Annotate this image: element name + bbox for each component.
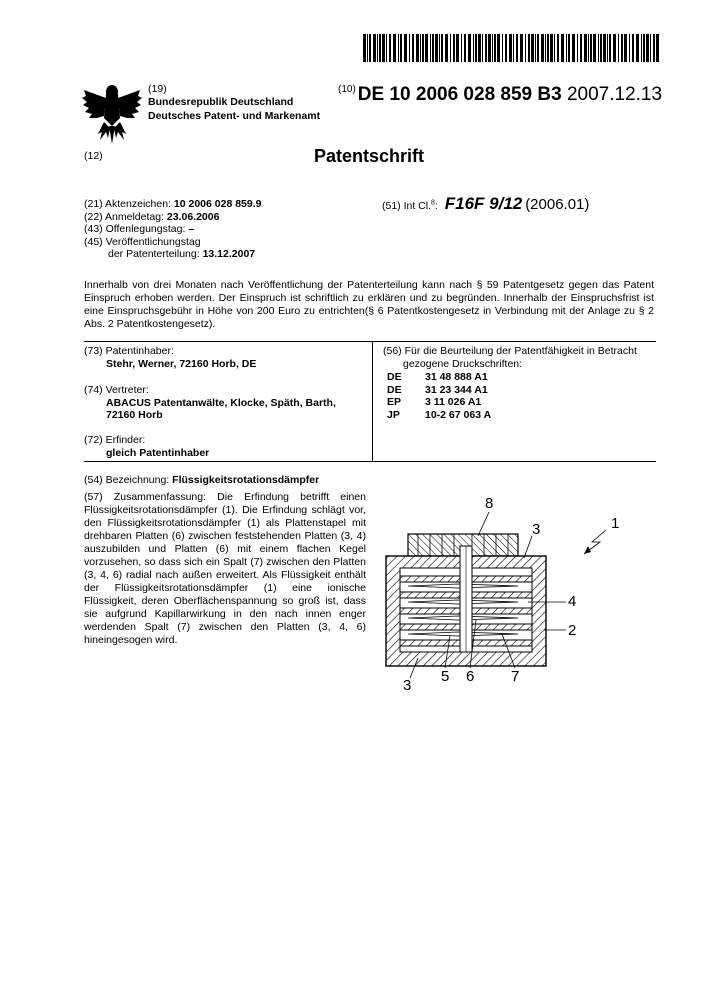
citation-row: [387, 371, 491, 384]
patent-drawing: [378, 490, 648, 720]
barcode-bar: [584, 34, 587, 62]
barcode-bar: [656, 34, 659, 62]
barcode-bar: [557, 34, 559, 62]
barcode-bar: [456, 34, 459, 62]
title-line: [84, 474, 319, 486]
citation-country: EP: [387, 396, 402, 408]
barcode-bar: [363, 34, 366, 62]
aktenzeichen-label: (21) Aktenzeichen:: [84, 198, 171, 210]
barcode-bar: [566, 34, 567, 62]
barcode-bar: [430, 34, 431, 62]
column-divider: [372, 342, 373, 461]
aktenzeichen-value: 10 2006 028 859.9: [173, 198, 262, 210]
barcode-bar: [373, 34, 376, 62]
barcode-bar: [535, 34, 536, 62]
citations-label: [383, 345, 637, 370]
inid-12: (12): [84, 150, 103, 162]
ipc-label: (51) Int Cl.: [382, 200, 432, 212]
barcode-bar: [420, 34, 421, 62]
barcode-bar: [572, 34, 575, 62]
barcode-bar: [545, 34, 546, 62]
barcode-bar: [525, 34, 526, 62]
barcode-bar: [478, 34, 481, 62]
ipc-classification: [382, 194, 589, 214]
citation-number: 31 48 888 A1: [425, 371, 488, 383]
inhaber-block: [84, 345, 256, 370]
barcode-bar: [632, 34, 634, 62]
barcode-bar: [568, 34, 570, 62]
barcode-bar: [541, 34, 544, 62]
barcode-bar: [416, 34, 419, 62]
bibliographic-data: [84, 198, 261, 261]
ref-label-1: 1: [611, 515, 620, 532]
citation-row: [387, 384, 491, 397]
barcode-bar: [425, 34, 428, 62]
barcode-bar: [367, 34, 368, 62]
barcode-bar: [550, 34, 553, 62]
barcode-bar: [554, 34, 555, 62]
ref-label-5: 5: [441, 668, 450, 685]
barcode-bar: [629, 34, 630, 62]
inhaber-value: Stehr, Werner, 72160 Horb, DE: [106, 357, 257, 370]
citation-number: 10-2 67 063 A: [425, 408, 492, 421]
barcode-bar: [588, 34, 589, 62]
barcode-bar: [450, 34, 451, 62]
barcode-bar: [636, 34, 639, 62]
citation-row: [387, 409, 491, 422]
barcode-bar: [468, 34, 471, 62]
barcode-bar: [561, 34, 564, 62]
barcode-bar: [497, 34, 500, 62]
barcode-bar: [547, 34, 549, 62]
barcode-bar: [621, 34, 623, 62]
citation-row: [387, 396, 491, 409]
barcode-bar: [509, 34, 512, 62]
citations-label-line2: gezogene Druckschriften:: [403, 357, 523, 370]
barcode-bar: [609, 34, 611, 62]
vertreter-label: (74) Vertreter:: [84, 384, 149, 396]
barcode-bar: [404, 34, 407, 62]
offenlegungstag-value: –: [188, 223, 195, 235]
erfinder-label: (72) Erfinder:: [84, 434, 146, 446]
title-text: Flüssigkeitsrotationsdämpfer: [172, 474, 320, 486]
vertreter-block: [84, 384, 336, 422]
barcode-bar: [461, 34, 462, 62]
barcode-bar: [653, 34, 655, 62]
barcode-bar: [600, 34, 602, 62]
ref-label-8: 8: [485, 495, 494, 512]
erfinder-block: [84, 434, 209, 459]
vertreter-line1: ABACUS Patentanwälte, Klocke, Späth, Barth,: [106, 396, 336, 409]
ipc-colon: :: [434, 200, 438, 212]
barcode-bar: [389, 34, 391, 62]
barcode-bar: [482, 34, 483, 62]
ipc-superscript: 8: [431, 199, 435, 207]
inhaber-label: (73) Patentinhaber:: [84, 345, 174, 357]
barcode-bar: [398, 34, 399, 62]
ref-label-6: 6: [466, 668, 475, 685]
ipc-class: F16F 9/12: [444, 194, 523, 213]
barcode-bar: [502, 34, 503, 62]
barcode-bar: [409, 34, 410, 62]
barcode-bar: [492, 34, 493, 62]
barcode-bar: [618, 34, 619, 62]
ref-label-7: 7: [511, 668, 520, 685]
barcode-bar: [577, 34, 578, 62]
ref-label-4: 4: [568, 593, 577, 610]
barcode-bar: [473, 34, 474, 62]
ref-label-2: 2: [568, 622, 577, 639]
barcode-bar: [613, 34, 616, 62]
abstract: (57) Zusammenfassung: Die Erfindung betrifft einen Flüssigkeitsrotationsdämpfer (1). Die Erfindung schlägt vor, den Flüssigkeitsrotationsdämpfer (1) als Plattenstapel mit drehbaren Platten (6) zwischen feststehenden Platten (3, 4) auszubilden und Platten (6) mit einem flachen Kegel vorzusehen, so dass sich ein Spalt (7) zwischen den Platten (3, 4, 6) radial nach außen erweitert. Als Flüssigkeit enthält der Flüssigkeitsrotationsdämpfer (1) eine ionische Flüssigkeit, deren Oberflächenspannung so groß ist, dass sie aufgrund Kapillarwirkung in den nach innen enger werdenden Spalt (7) zwischen den Platten (3, 4, 6) hineingesogen wird.: [84, 491, 366, 646]
barcode-bar: [590, 34, 592, 62]
ref-label-3-top: 3: [532, 521, 541, 538]
title-label: (54) Bezeichnung:: [84, 474, 170, 486]
document-type: Patentschrift: [314, 146, 425, 166]
barcode-bar: [453, 34, 455, 62]
citation-country: DE: [387, 371, 402, 383]
barcode-bar: [422, 34, 424, 62]
barcode-bar: [412, 34, 414, 62]
barcode-bar: [537, 34, 539, 62]
country-name: Bundesrepublik Deutschland: [148, 96, 294, 108]
barcode: [363, 34, 659, 62]
barcode-bar: [494, 34, 496, 62]
citation-number: 31 23 344 A1: [425, 383, 488, 396]
patenterteilung-value: 13.12.2007: [202, 248, 256, 260]
barcode-bar: [382, 34, 385, 62]
barcode-bar: [475, 34, 477, 62]
barcode-bar: [516, 34, 518, 62]
barcode-bar: [650, 34, 651, 62]
barcode-bar: [377, 34, 378, 62]
citation-country: JP: [387, 408, 400, 421]
citations-list: [387, 371, 491, 421]
anmeldetag-value: 23.06.2006: [166, 210, 220, 223]
barcode-bar: [393, 34, 396, 62]
publication-number: DE 10 2006 028 859 B3: [357, 84, 562, 105]
citations-label-line1: (56) Für die Beurteilung der Patentfähigkeit in Betracht: [383, 345, 637, 357]
barcode-bar: [400, 34, 402, 62]
anmeldetag-label: (22) Anmeldetag:: [84, 210, 164, 223]
citation-country: DE: [387, 383, 402, 396]
barcode-bar: [485, 34, 487, 62]
barcode-bar: [643, 34, 645, 62]
publication-number-line: [338, 84, 662, 106]
barcode-bar: [641, 34, 642, 62]
barcode-bar: [593, 34, 596, 62]
barcode-bar: [598, 34, 599, 62]
citation-number: 3 11 026 A1: [425, 396, 482, 408]
barcode-bar: [386, 34, 387, 62]
barcode-bar: [464, 34, 466, 62]
patenterteilung-label: der Patenterteilung:: [108, 248, 200, 260]
vertreter-line2: 72160 Horb: [106, 409, 163, 421]
barcode-bar: [603, 34, 606, 62]
barcode-bar: [607, 34, 608, 62]
barcode-bar: [488, 34, 491, 62]
barcode-bar: [369, 34, 371, 62]
barcode-bar: [520, 34, 523, 62]
barcode-bar: [505, 34, 507, 62]
ref-label-3-bottom: 3: [403, 677, 412, 694]
barcode-bar: [531, 34, 534, 62]
barcode-bar: [379, 34, 381, 62]
barcode-bar: [435, 34, 438, 62]
erfinder-value: gleich Patentinhaber: [106, 446, 210, 459]
barcode-bar: [580, 34, 582, 62]
offenlegungstag-label: (43) Offenlegungstag:: [84, 223, 186, 235]
opposition-notice: Innerhalb von drei Monaten nach Veröffentlichung der Patenterteilung kann nach § 59 Patentgesetz gegen das Patent Einspruch erhoben werden. Der Einspruch ist schriftlich zu erklären und zu begründen. Innerhalb der Einspruchsfrist ist eine Einspruchsgebühr in Höhe von 200 Euro zu entrichten(§ 6 Patentkostengesetz in Verbindung mit der Anlage zu § 2 Abs. 2 Patentkostengesetz).: [84, 279, 654, 330]
barcode-bar: [445, 34, 448, 62]
barcode-bar: [646, 34, 649, 62]
ipc-year: (2006.01): [525, 196, 590, 213]
office-name: Deutsches Patent- und Markenamt: [148, 110, 321, 122]
federal-eagle-icon: [82, 82, 142, 146]
divider-bottom: [84, 461, 656, 462]
inid-19: (19): [148, 83, 167, 95]
publication-date: 2007.12.13: [566, 84, 663, 105]
barcode-bar: [441, 34, 443, 62]
veroeffentlichungstag-label: (45) Veröffentlichungstag: [84, 235, 201, 248]
barcode-bar: [528, 34, 530, 62]
barcode-bar: [432, 34, 434, 62]
divider-top: [84, 341, 656, 342]
inid-10: (10): [338, 84, 356, 95]
barcode-bar: [439, 34, 440, 62]
barcode-bar: [513, 34, 514, 62]
barcode-bar: [624, 34, 627, 62]
